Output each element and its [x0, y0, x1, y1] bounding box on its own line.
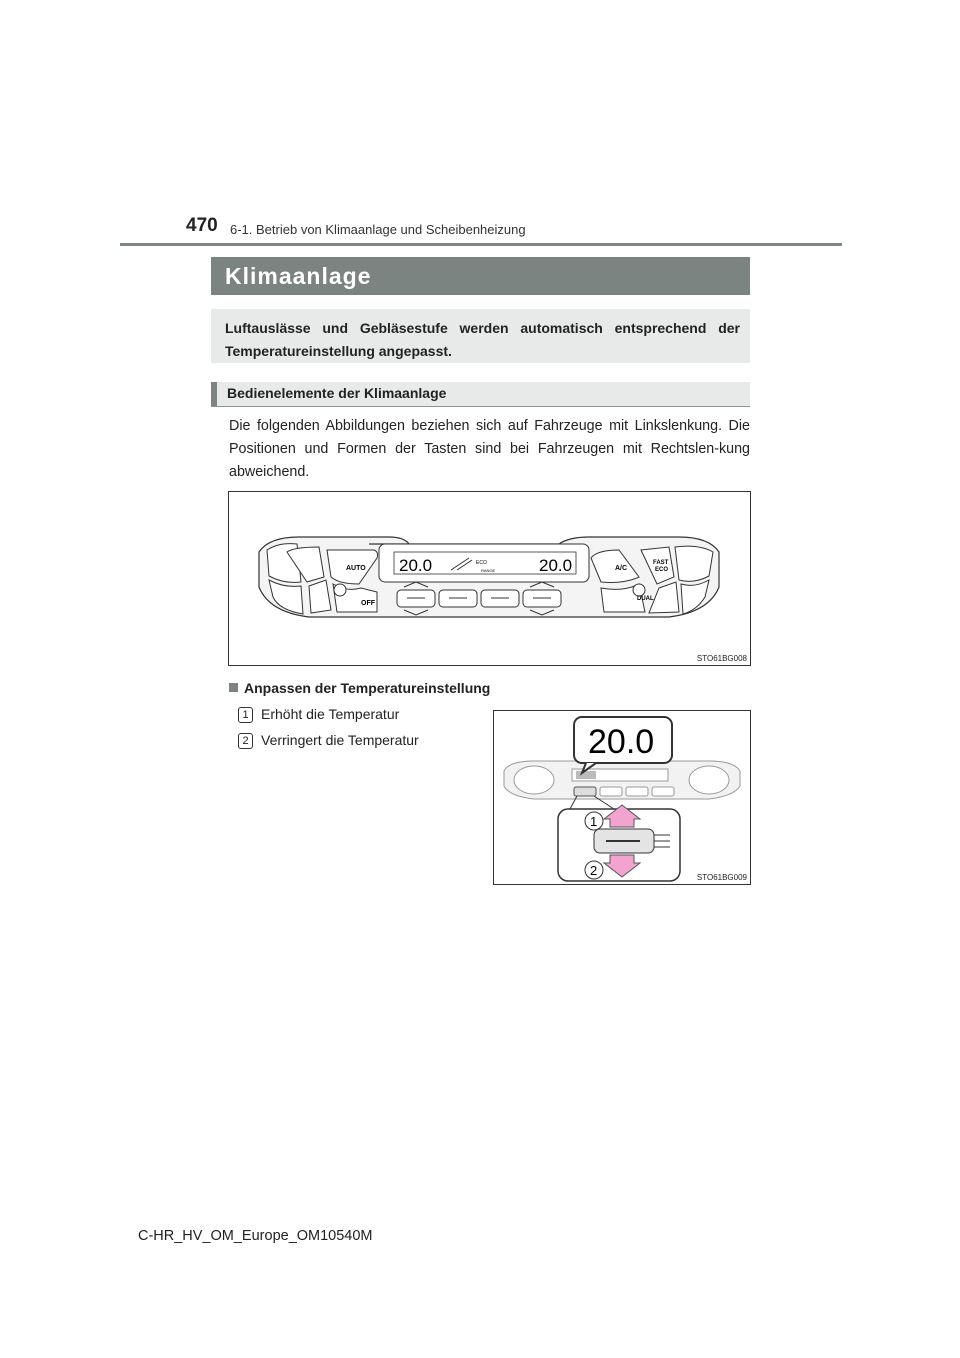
callout-number-1: 1 [590, 814, 598, 829]
body-paragraph: Die folgenden Abbildungen beziehen sich auf Fahrzeuge mit Linkslenkung. Die Positionen und Formen der Tasten sind bei Fahrzeugen mit Rechtslen-kung abweichend. [229, 418, 750, 480]
section-summary: Luftauslässe und Gebläsestufe werden automatisch entsprechend der Temperatureinstellung angepasst. [211, 309, 750, 363]
chapter-title: 6-1. Betrieb von Klimaanlage und Scheibenheizung [230, 222, 526, 237]
temperature-adjust-illustration [494, 711, 750, 884]
section-title: Klimaanlage [211, 257, 750, 295]
subheading-rule [211, 406, 750, 407]
figure-code: STO61BG008 [696, 654, 747, 663]
zoom-temp-display: 20.0 [588, 723, 655, 761]
bullet-heading [229, 680, 490, 696]
item-number-badge: 1 [238, 707, 253, 723]
callout-number-2: 2 [590, 863, 598, 878]
list-item [238, 732, 419, 749]
climate-panel-illustration [229, 492, 750, 665]
list-item [238, 706, 399, 723]
ac-label: A/C [615, 565, 628, 572]
eco-label: ECO [476, 560, 487, 566]
left-temp-display: 20.0 [399, 556, 433, 575]
item-number-badge: 2 [238, 733, 253, 749]
fast-label: FAST [653, 560, 669, 566]
fast-eco-label: ECO [655, 567, 669, 573]
header-rule [120, 243, 842, 246]
item-text: Verringert die Temperatur [261, 732, 419, 748]
subheading: Bedienelemente der Klimaanlage [211, 382, 750, 406]
bullet-square-icon [229, 683, 238, 692]
figure-code: STO61BG009 [696, 873, 747, 882]
page-number: 470 [186, 215, 218, 236]
item-text: Erhöht die Temperatur [261, 706, 400, 722]
dual-label: DUAL [637, 596, 654, 602]
climate-panel-figure [228, 491, 751, 666]
footer-doc-id: C-HR_HV_OM_Europe_OM10540M [138, 1228, 373, 1244]
right-temp-display: 20.0 [539, 556, 573, 575]
temperature-adjust-figure [493, 710, 751, 885]
off-label: OFF [361, 600, 375, 607]
range-label: RANGE [481, 568, 496, 573]
auto-label: AUTO [346, 565, 366, 572]
bullet-heading-text: Anpassen der Temperatureinstellung [244, 680, 491, 696]
